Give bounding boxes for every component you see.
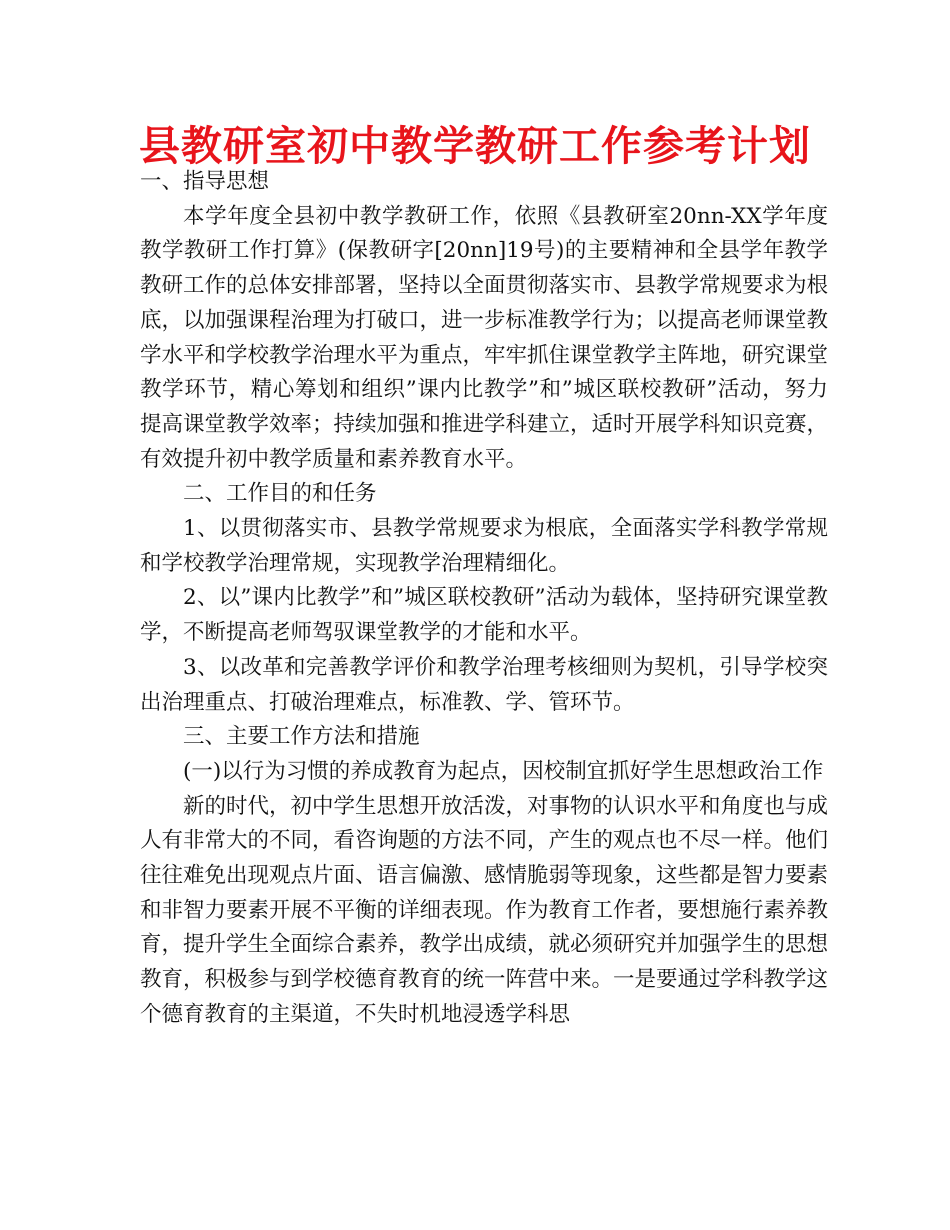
paragraph-guiding-thought: 本学年度全县初中教学教研工作，依照《县教研室20nn-XX学年度教学教研工作打算》(保教研字[20nn]19号)的主要精神和全县学年教学教研工作的总体安排部署，坚持以全面贯彻落实市、县教学常规要求为根底，以加强课程治理为打破口，进一步标准教学行为；以提高老师课堂教学水平和学校教学治理水平为重点，牢牢抓住课堂教学主阵地，研究课堂教学环节，精心筹划和组织”课内比教学”和”城区联校教研”活动，努力提高课堂教学效率；持续加强和推进学科建立，适时开展学科知识竞赛，有效提升初中教学质量和素养教育水平。	[140, 203, 829, 472]
section-heading-methods: 三、主要工作方法和措施	[183, 724, 420, 750]
section-heading-guiding-thought: 一、指导思想	[140, 169, 270, 194]
list-item-goal-1: 1、以贯彻落实市、县教学常规要求为根底，全面落实学科教学常规和学校教学治理常规，实现教学治理精细化。	[140, 516, 828, 576]
paragraph-new-era: 新的时代，初中学生思想开放活泼，对事物的认识水平和角度也与成人有非常大的不同，看咨询题的方法不同，产生的观点也不尽一样。他们往往难免出现观点片面、语言偏激、感情脆弱等现象，这些都是智力要素和非智力要素开展不平衡的详细表现。作为教育工作者，要想施行素养教育，提升学生全面综合素养，教学出成绩，就必须研究并加强学生的思想教育，积极参与到学校德育教育的统一阵营中来。一是要通过学科教学这个德育教育的主渠道，不失时机地浸透学科思	[140, 793, 829, 1027]
document-title: 县教研室初中教学教研工作参考计划	[139, 122, 811, 170]
list-item-goal-2: 2、以”课内比教学”和”城区联校教研”活动为载体，坚持研究课堂教学，不断提高老师驾驭课堂教学的才能和水平。	[140, 585, 828, 646]
section-heading-goals: 二、工作目的和任务	[183, 481, 377, 507]
list-item-goal-3: 3、以改革和完善教学评价和教学治理考核细则为契机，引导学校突出治理重点、打破治理难点，标准教、学、管环节。	[140, 654, 828, 715]
subsection-heading-habits: (一)以行为习惯的养成教育为起点，因校制宜抓好学生思想政治工作	[183, 758, 824, 784]
document-body	[140, 165, 828, 1033]
